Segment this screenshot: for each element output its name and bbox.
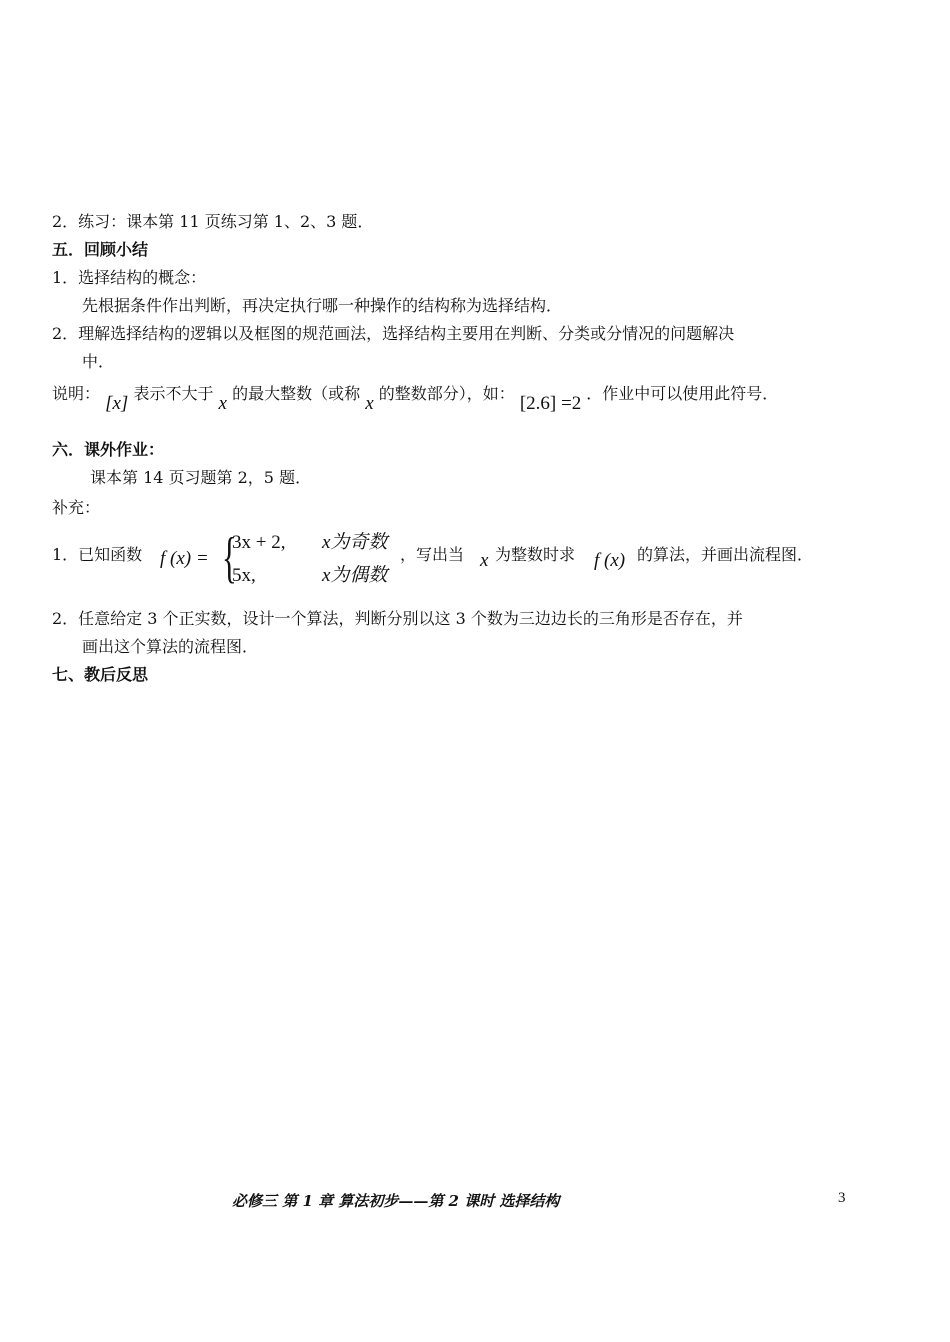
supplement-label: 补充： [52,498,101,517]
page-footer: 必修三 第 1 章 算法初步——第 2 课时 选择结构 [232,1192,560,1210]
q1-prefix: 1．已知函数 [52,545,143,564]
q1-mid2: 为整数时求 [495,545,576,564]
q1-end: 的算法，并画出流程图． [637,545,814,564]
q1-var-x: x [480,550,489,571]
q1-case1-cond: x为奇数 [322,532,388,553]
note-line [52,382,779,414]
note-text2: 的最大整数（或称 [232,384,361,403]
homework-text: 课本第 14 页习题第 2，5 题． [90,468,312,487]
note-var-x2: x [365,393,374,414]
q1-function-name: f (x) = [160,548,209,569]
summary-item2-line1: 2．理解选择结构的逻辑以及框图的规范画法，选择结构主要用在判断、分类或分情况的问题解决 [52,324,735,343]
section7-heading: 七、教后反思 [52,665,149,684]
q1-case1-expr: 3x + 2, [232,532,286,553]
note-example: [2.6] =2 [519,393,582,414]
q1-function-ref: f (x) [594,550,626,571]
note-text1: 表示不大于 [133,384,214,403]
summary-item1-title: 1．选择结构的概念： [52,268,207,287]
piecewise-brace: { [222,527,237,589]
note-var-x1: x [218,393,227,414]
page-number: 3 [838,1190,846,1206]
note-prefix: 说明： [52,384,101,403]
summary-item2-line2: 中． [82,352,115,371]
note-text3: 的整数部分），如： [378,384,515,403]
q1-case2-expr: 5x, [232,565,256,586]
q1-case2-cond: x为偶数 [322,565,388,586]
q1-mid: ，写出当 [400,545,465,564]
section6-heading: 六．课外作业： [52,440,165,459]
q2-line1: 2．任意给定 3 个正实数，设计一个算法，判断分别以这 3 个数为三边边长的三角形是否存在，并 [52,609,743,628]
note-text4: ．作业中可以使用此符号． [586,384,779,403]
section5-heading: 五．回顾小结 [52,240,149,259]
practice-line: 2．练习：课本第 11 页练习第 1、2、3 题． [52,212,374,231]
floor-symbol: [x] [105,393,129,414]
summary-item1-text: 先根据条件作出判断，再决定执行哪一种操作的结构称为选择结构． [82,296,563,315]
q2-line2: 画出这个算法的流程图． [82,637,259,656]
